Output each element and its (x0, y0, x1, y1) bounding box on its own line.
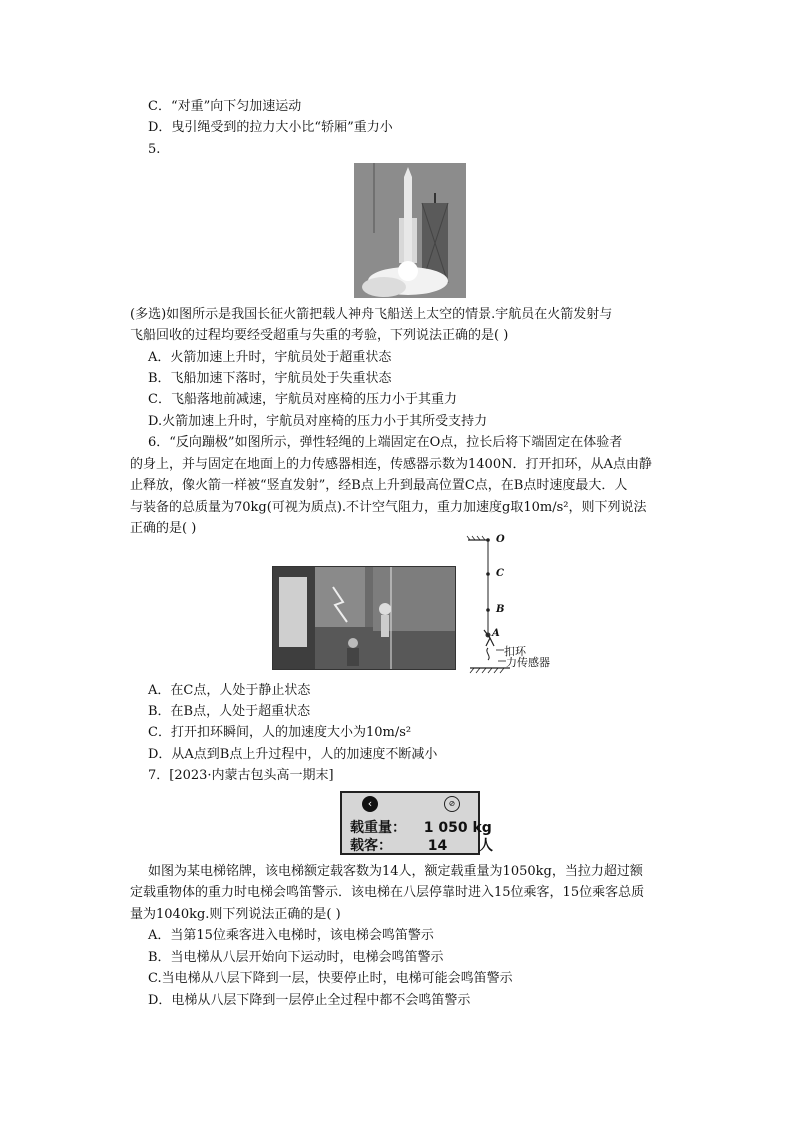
q6-stem-line1: 6．“反向蹦极”如图所示，弹性轻绳的上端固定在O点，拉长后将下端固定在体验者 (148, 435, 623, 450)
q6-stem-line5: 正确的是( ) (130, 521, 197, 536)
rocket-launch-photo (354, 163, 466, 298)
q6-stem-line3: 止释放，像火箭一样被“竖直发射”，经B点上升到最高位置C点，在B点时速度最大．人 (130, 478, 628, 493)
diagram-label-buckle: 扣环 (504, 645, 526, 658)
q6-option-c: C．打开扣环瞬间，人的加速度大小为10m/s² (148, 725, 412, 740)
q7-header: 7．[2023·内蒙古包头高一期末] (148, 768, 334, 783)
diagram-label-a: A (492, 628, 500, 639)
q7-stem-line1: 如图为某电梯铭牌，该电梯额定载客数为14人，额定载重量为1050kg，当拉力超过额 (148, 864, 643, 879)
q7-stem-line3: 量为1040kg.则下列说法正确的是( ) (130, 907, 341, 922)
q7-option-d: D．电梯从八层下降到一层停止全过程中都不会鸣笛警示 (148, 993, 471, 1008)
q5-stem-line2: 飞船回收的过程均要经受超重与失重的考验，下列说法正确的是( ) (130, 328, 509, 343)
plate-load-label: 载重量： (350, 820, 406, 836)
plate-passenger-label: 载客： (350, 838, 392, 854)
no-smoking-icon: ⊘ (444, 796, 460, 812)
diagram-label-o: O (496, 534, 505, 545)
plate-load-value: 1 050 kg (423, 820, 492, 836)
q6-option-b: B．在B点，人处于超重状态 (148, 704, 311, 719)
q5-option-b: B．飞船加速下落时，宇航员处于失重状态 (148, 371, 392, 386)
q4-option-d: D．曳引绳受到的拉力大小比“轿厢”重力小 (148, 120, 393, 135)
q5-option-c: C．飞船落地前减速，宇航员对座椅的压力小于其重力 (148, 392, 457, 407)
q6-option-d: D．从A点到B点上升过程中，人的加速度不断减小 (148, 747, 438, 762)
q6-stem-line2: 的身上，并与固定在地面上的力传感器相连，传感器示数为1400N．打开扣环，从A点由静 (130, 457, 652, 472)
q7-option-c: C.当电梯从八层下降到一层，快要停止时，电梯可能会鸣笛警示 (148, 971, 513, 986)
diagram-label-c: C (496, 568, 504, 579)
bungee-diagram (460, 534, 560, 674)
bungee-photo (272, 566, 456, 670)
q4-option-c: C．“对重”向下匀加速运动 (148, 99, 302, 114)
q5-stem-line1: (多选)如图所示是我国长征火箭把载人神舟飞船送上太空的情景.宇航员在火箭发射与 (130, 307, 613, 322)
elevator-nameplate (340, 791, 493, 855)
q7-option-a: A．当第15位乘客进入电梯时，该电梯会鸣笛警示 (148, 928, 434, 943)
plate-passenger-unit: 人 (478, 838, 493, 854)
plate-passenger-value: 14 (427, 838, 448, 854)
back-arrow-icon: ‹ (362, 796, 378, 812)
diagram-label-b: B (496, 604, 505, 615)
q6-option-a: A．在C点，人处于静止状态 (148, 683, 311, 698)
q5-number: 5. (148, 142, 161, 157)
q5-option-a: A．火箭加速上升时，宇航员处于超重状态 (148, 350, 392, 365)
q6-stem-line4: 与装备的总质量为70kg(可视为质点).不计空气阻力，重力加速度g取10m/s²，则下列说法 (130, 500, 647, 515)
q7-stem-line2: 定载重物体的重力时电梯会鸣笛警示．该电梯在八层停靠时进入15位乘客，15位乘客总质 (130, 885, 645, 900)
q7-option-b: B．当电梯从八层开始向下运动时，电梯会鸣笛警示 (148, 950, 444, 965)
q5-option-d: D.火箭加速上升时，宇航员对座椅的压力小于其所受支持力 (148, 414, 488, 429)
diagram-label-sensor: 力传感器 (506, 656, 550, 669)
